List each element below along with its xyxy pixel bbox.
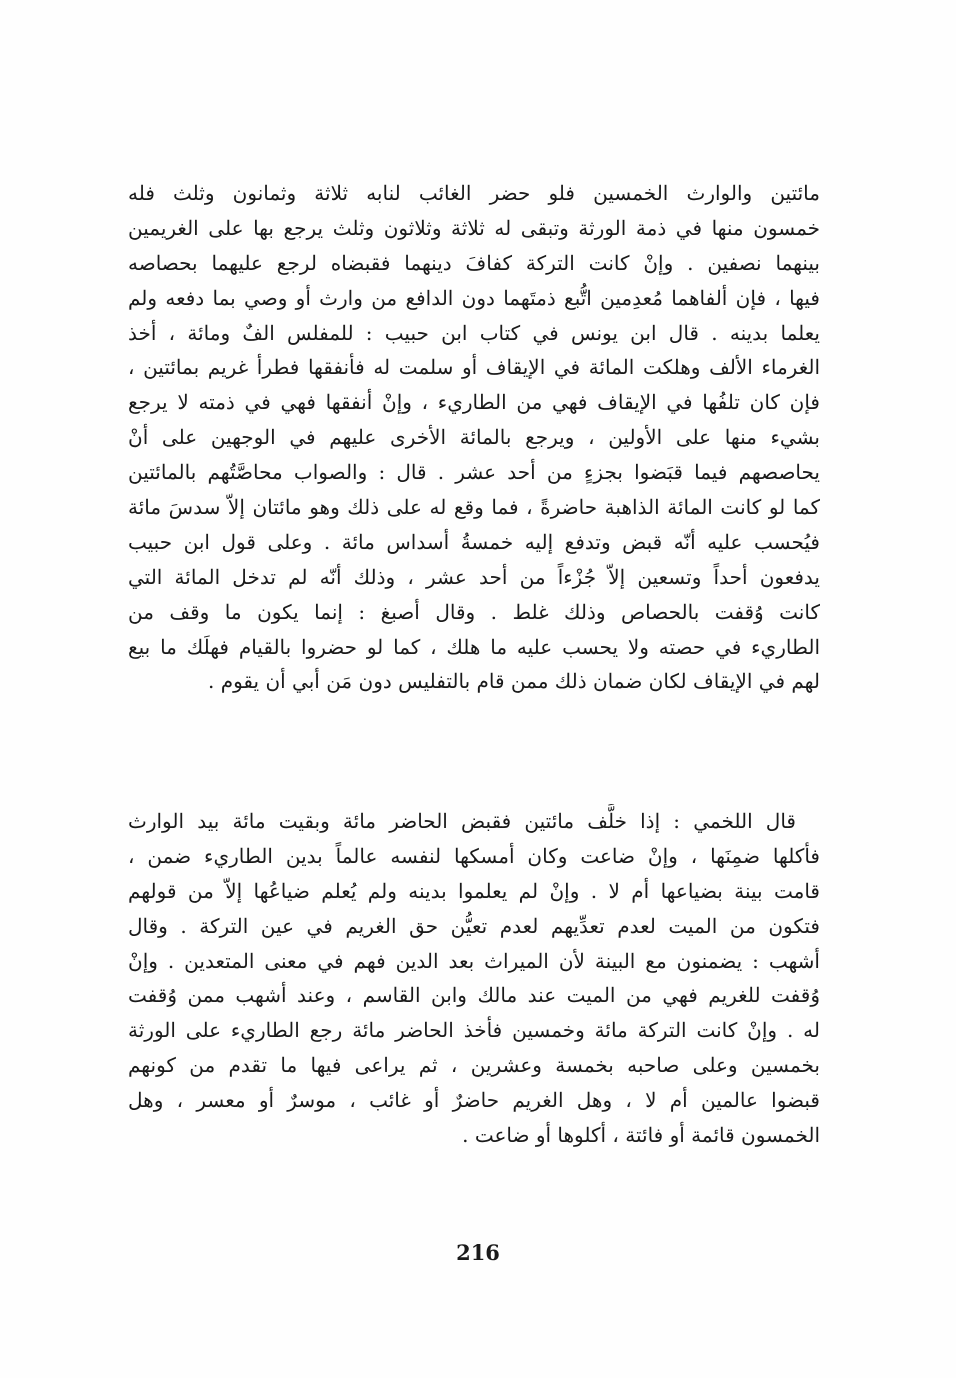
text-line: فيُحسب عليه أنّه قبض وتدفع إليه خمسةُ أسداس مائة . وعلى قول ابن حبيب (128, 529, 820, 554)
paragraph-1 (128, 176, 820, 699)
text-line: له . وإنْ كانت التركة مائة وخمسين فأخذ الحاضر مائة رجع الطاريء على الورثة (128, 1018, 820, 1043)
text-line: بشيء منها على الأولين ، ويرجع بالمائة الأخرى عليهم في الوجهين على أنْ (128, 425, 820, 450)
text-line: يدفعون أحداً وتسعين إلاّ جُزْءاً من أحد عشر ، وذلك أنّه لم تدخل المائة التي (128, 564, 820, 589)
text-line: مائتين والوارث الخمسين فلو حضر الغائب لنابه ثلاثة وثمانون وثلث فله (128, 181, 820, 205)
text-line: الغرماء الألف وهلكت المائة في الإيقاف أو سلمت له فأنفقها فطرأ غريم بمائتين ، (128, 355, 820, 380)
text-line: فأكلها ضمِنَها ، وإنْ ضاعت وكان أمسكها لنفسه عالماً بدين الطاريء ضمن ، (128, 843, 820, 868)
text-line: الطاريء في حصته ولا يحسب عليه ما هلك ، كما لو حضروا بالقيام فهلَك ما بيع (128, 634, 820, 659)
paragraph-2 (128, 804, 820, 1153)
text-line: يحاصصهم فيما قبَضوا بجزءٍ من أحد عشر . قال : والصواب محاصَّتُهم بالمائتين (128, 460, 820, 485)
text-line: قامت بينة بضياعها أم لا . وإنْ لم يعلموا بدينه ولم يُعلم ضياعُها إلاّ من قولهم (128, 878, 820, 903)
text-line: بخمسين وعلى صاحبه بخمسة وعشرين ، ثم يراعى فيها ما تقدم من كونهم (128, 1053, 820, 1078)
text-line: يعلما بدينه . قال ابن يونس في كتاب ابن حبيب : للمفلس الفٌ ومائة ، أخذ (128, 320, 820, 345)
text-line: خمسون منها في ذمة الورثة وتبقى له ثلاثة وثلاثون وثلث يرجع بها على الغريمين (128, 215, 820, 240)
text-line: فتكون من الميت لعدم تعدِّيهم لعدم تعيُّن حق الغريم في عين التركة . وقال (128, 913, 820, 938)
text-line: بينهما نصفين . وإنْ كانت التركة كفافَ دينهما فقبضاه لرجع عليهما بحصاصه (128, 250, 820, 275)
text-line: قبضوا عالمين أم لا ، وهل الغريم حاضرٌ أو غائب ، موسرٌ أو معسر ، وهل (128, 1088, 820, 1113)
text-line: أشهب : يضمنون مع البينة لأن الميراث بعد الدين فهم في معنى المتعدين . وإنْ (128, 948, 820, 973)
text-line: قال اللخمي : إذا خلَّف مائتين فقبض الحاضر مائة وبقيت مائة بيد الوارث (128, 809, 796, 833)
text-line: الخمسون قائمة أو فائتة ، أكلوها أو ضاعت . (462, 1123, 820, 1148)
text-line: كانت وُقفت بالحصاص وذلك غلط . وقال أصبغ : إنما يكون ما وقف من (128, 599, 820, 624)
text-line: وُقفت للغريم فهي من الميت عند مالك وابن القاسم ، وعند أشهب ممن وُقفت (128, 983, 820, 1008)
text-line: فيها ، فإن ألفاهما مُعدِمين اتُّبع ذمتَهما دون الدافع من وارث أو وصي بما دفعه ولم (128, 285, 820, 310)
text-line: فإن كان تلفُها في الإيقاف فهي من الطاريء ، وإنْ أنفقها فهي في ذمته لا يرجع (128, 390, 820, 415)
text-line: لهم في الإيقاف لكان ضمان ذلك ممن قام بالتفليس دون مَن أبي أن يقوم . (207, 669, 820, 694)
text-line: كما لو كانت المائة الذاهبة حاضرةً ، فما وقع له على ذلك وهو مائتان إلاّ سدسَ مائة (128, 495, 820, 520)
page-number: 216 (456, 1240, 500, 1265)
